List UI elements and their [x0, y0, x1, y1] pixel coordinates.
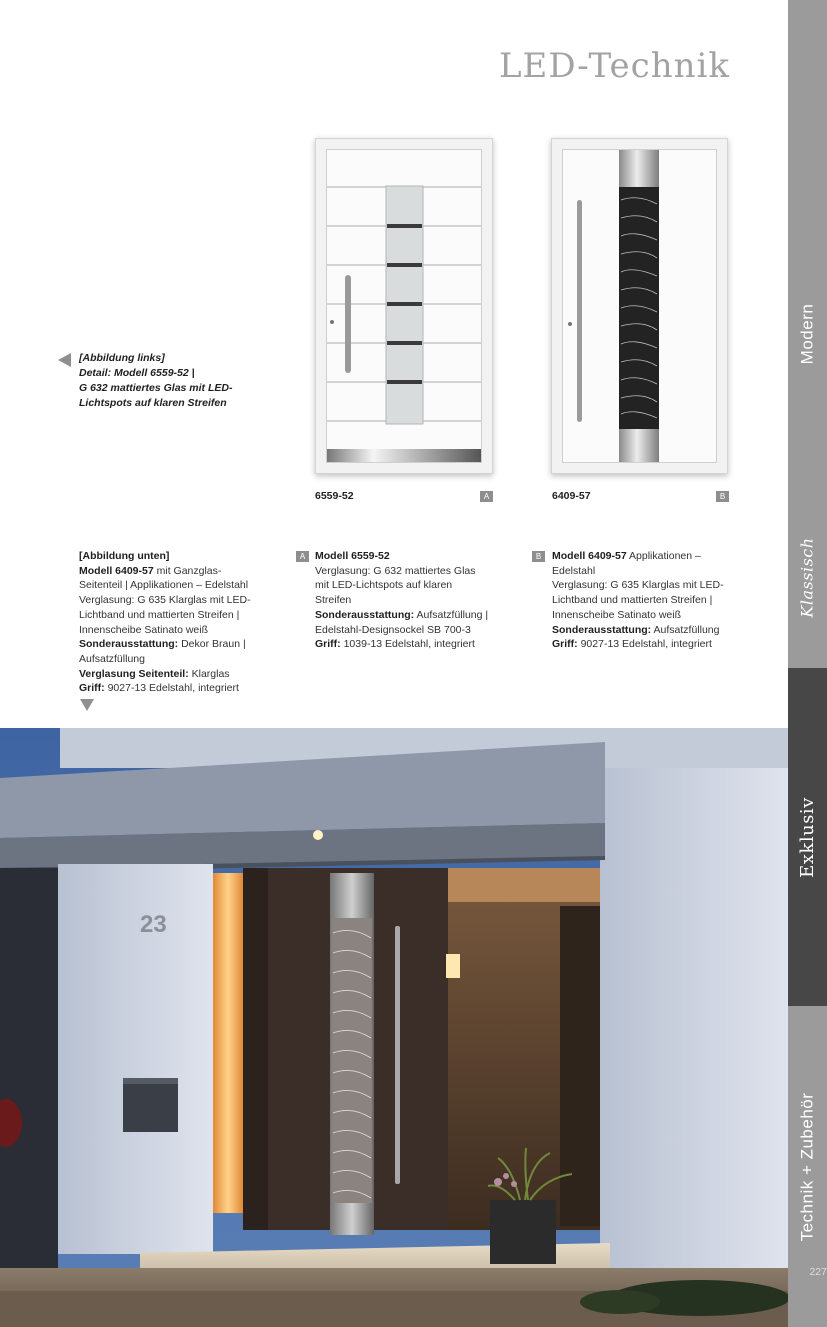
text: Aufsatzfüllung | [414, 608, 489, 621]
text-line: Verglasung: G 635 Klarglas mit LED- [552, 579, 724, 592]
sonder-label: Sonderausstattung: [552, 623, 652, 636]
door-6559-52-image [315, 138, 493, 474]
text-line: Edelstahl-Designsockel SB 700-3 [315, 623, 471, 636]
door-leaf [562, 149, 717, 463]
verglasung-seitenteil-label: Verglasung Seitenteil: [79, 667, 189, 680]
door-a-model-label: 6559-52 [315, 490, 354, 502]
text-line: mit LED-Lichtspots auf klaren [315, 579, 453, 592]
page-title: LED-Technik [498, 46, 730, 86]
text-block-a [315, 549, 515, 652]
text-line: Edelstahl [552, 564, 596, 577]
arrow-left-icon [58, 353, 71, 367]
text: Dekor Braun | [178, 638, 246, 651]
text: Klarglas [188, 667, 230, 680]
griff-label: Griff: [79, 682, 105, 695]
caption-abbildung-links [79, 351, 279, 411]
side-tab-exklusiv-label: Exklusiv [797, 796, 818, 878]
text-line: Aufsatzfüllung [79, 652, 145, 665]
griff-label: Griff: [552, 638, 578, 651]
text: 9027-13 Edelstahl, integriert [577, 638, 712, 651]
griff-label: Griff: [315, 638, 341, 651]
text-line: Streifen [315, 594, 352, 607]
text: mit Ganzglas- [153, 564, 222, 577]
text-line: Verglasung: G 632 mattiertes Glas [315, 564, 476, 577]
text: Aufsatzfüllung [651, 623, 720, 636]
house-number: 23 [140, 911, 167, 938]
text: Applikationen – [626, 550, 701, 562]
side-tab-technik-zubehoer[interactable] [788, 1006, 827, 1327]
caption-line: Detail: Modell 6559-52 | [79, 367, 195, 379]
text-block-abbildung-unten [79, 549, 279, 696]
model-label: Modell 6409-57 [552, 550, 627, 562]
sonder-label: Sonderausstattung: [79, 638, 179, 651]
door-6559-52-illustration [327, 150, 481, 462]
text: 1039-13 Edelstahl, integriert [340, 638, 475, 651]
text-line: Verglasung: G 635 Klarglas mit LED- [79, 594, 251, 607]
text-line: Lichtband und mattierten Streifen | [79, 608, 240, 621]
text-line: Innenscheibe Satinato weiß [552, 608, 681, 621]
side-tab-technik-label: Technik + Zubehör [797, 1092, 817, 1241]
model-label: Modell 6559-52 [315, 550, 390, 562]
side-tab-klassisch[interactable] [788, 486, 827, 668]
badge-a: A [480, 491, 493, 502]
door-6409-57-image [551, 138, 728, 474]
arrow-down-icon [80, 699, 94, 711]
caption-line: G 632 mattiertes Glas mit LED- [79, 382, 233, 394]
badge-b-text: B [532, 551, 545, 562]
page-number: 227 [809, 1266, 827, 1278]
side-tab-modern-label: Modern [797, 303, 817, 365]
house-entrance-photo [0, 728, 788, 1327]
side-tab-klassisch-label: Klassisch [798, 536, 817, 618]
caption-line: [Abbildung links] [79, 352, 165, 364]
caption-line: Lichtspots auf klaren Streifen [79, 397, 227, 409]
sonder-label: Sonderausstattung: [315, 608, 415, 621]
badge-b: B [716, 491, 729, 502]
badge-a-text: A [296, 551, 309, 562]
text-block-b [552, 549, 752, 652]
house-entrance-illustration [0, 728, 788, 1327]
side-tab-exklusiv[interactable] [788, 668, 827, 1006]
text-line: Seitenteil | Applikationen – Edelstahl [79, 579, 249, 592]
door-leaf [326, 149, 482, 463]
text: 9027-13 Edelstahl, integriert [104, 682, 239, 695]
model-label: Modell 6409-57 [79, 564, 154, 577]
text-line: Innenscheibe Satinato weiß [79, 623, 208, 636]
door-6409-57-illustration [563, 150, 716, 462]
door-b-model-label: 6409-57 [552, 490, 591, 502]
block-heading: [Abbildung unten] [79, 550, 170, 562]
text-line: Lichtband und mattierten Streifen | [552, 594, 713, 607]
